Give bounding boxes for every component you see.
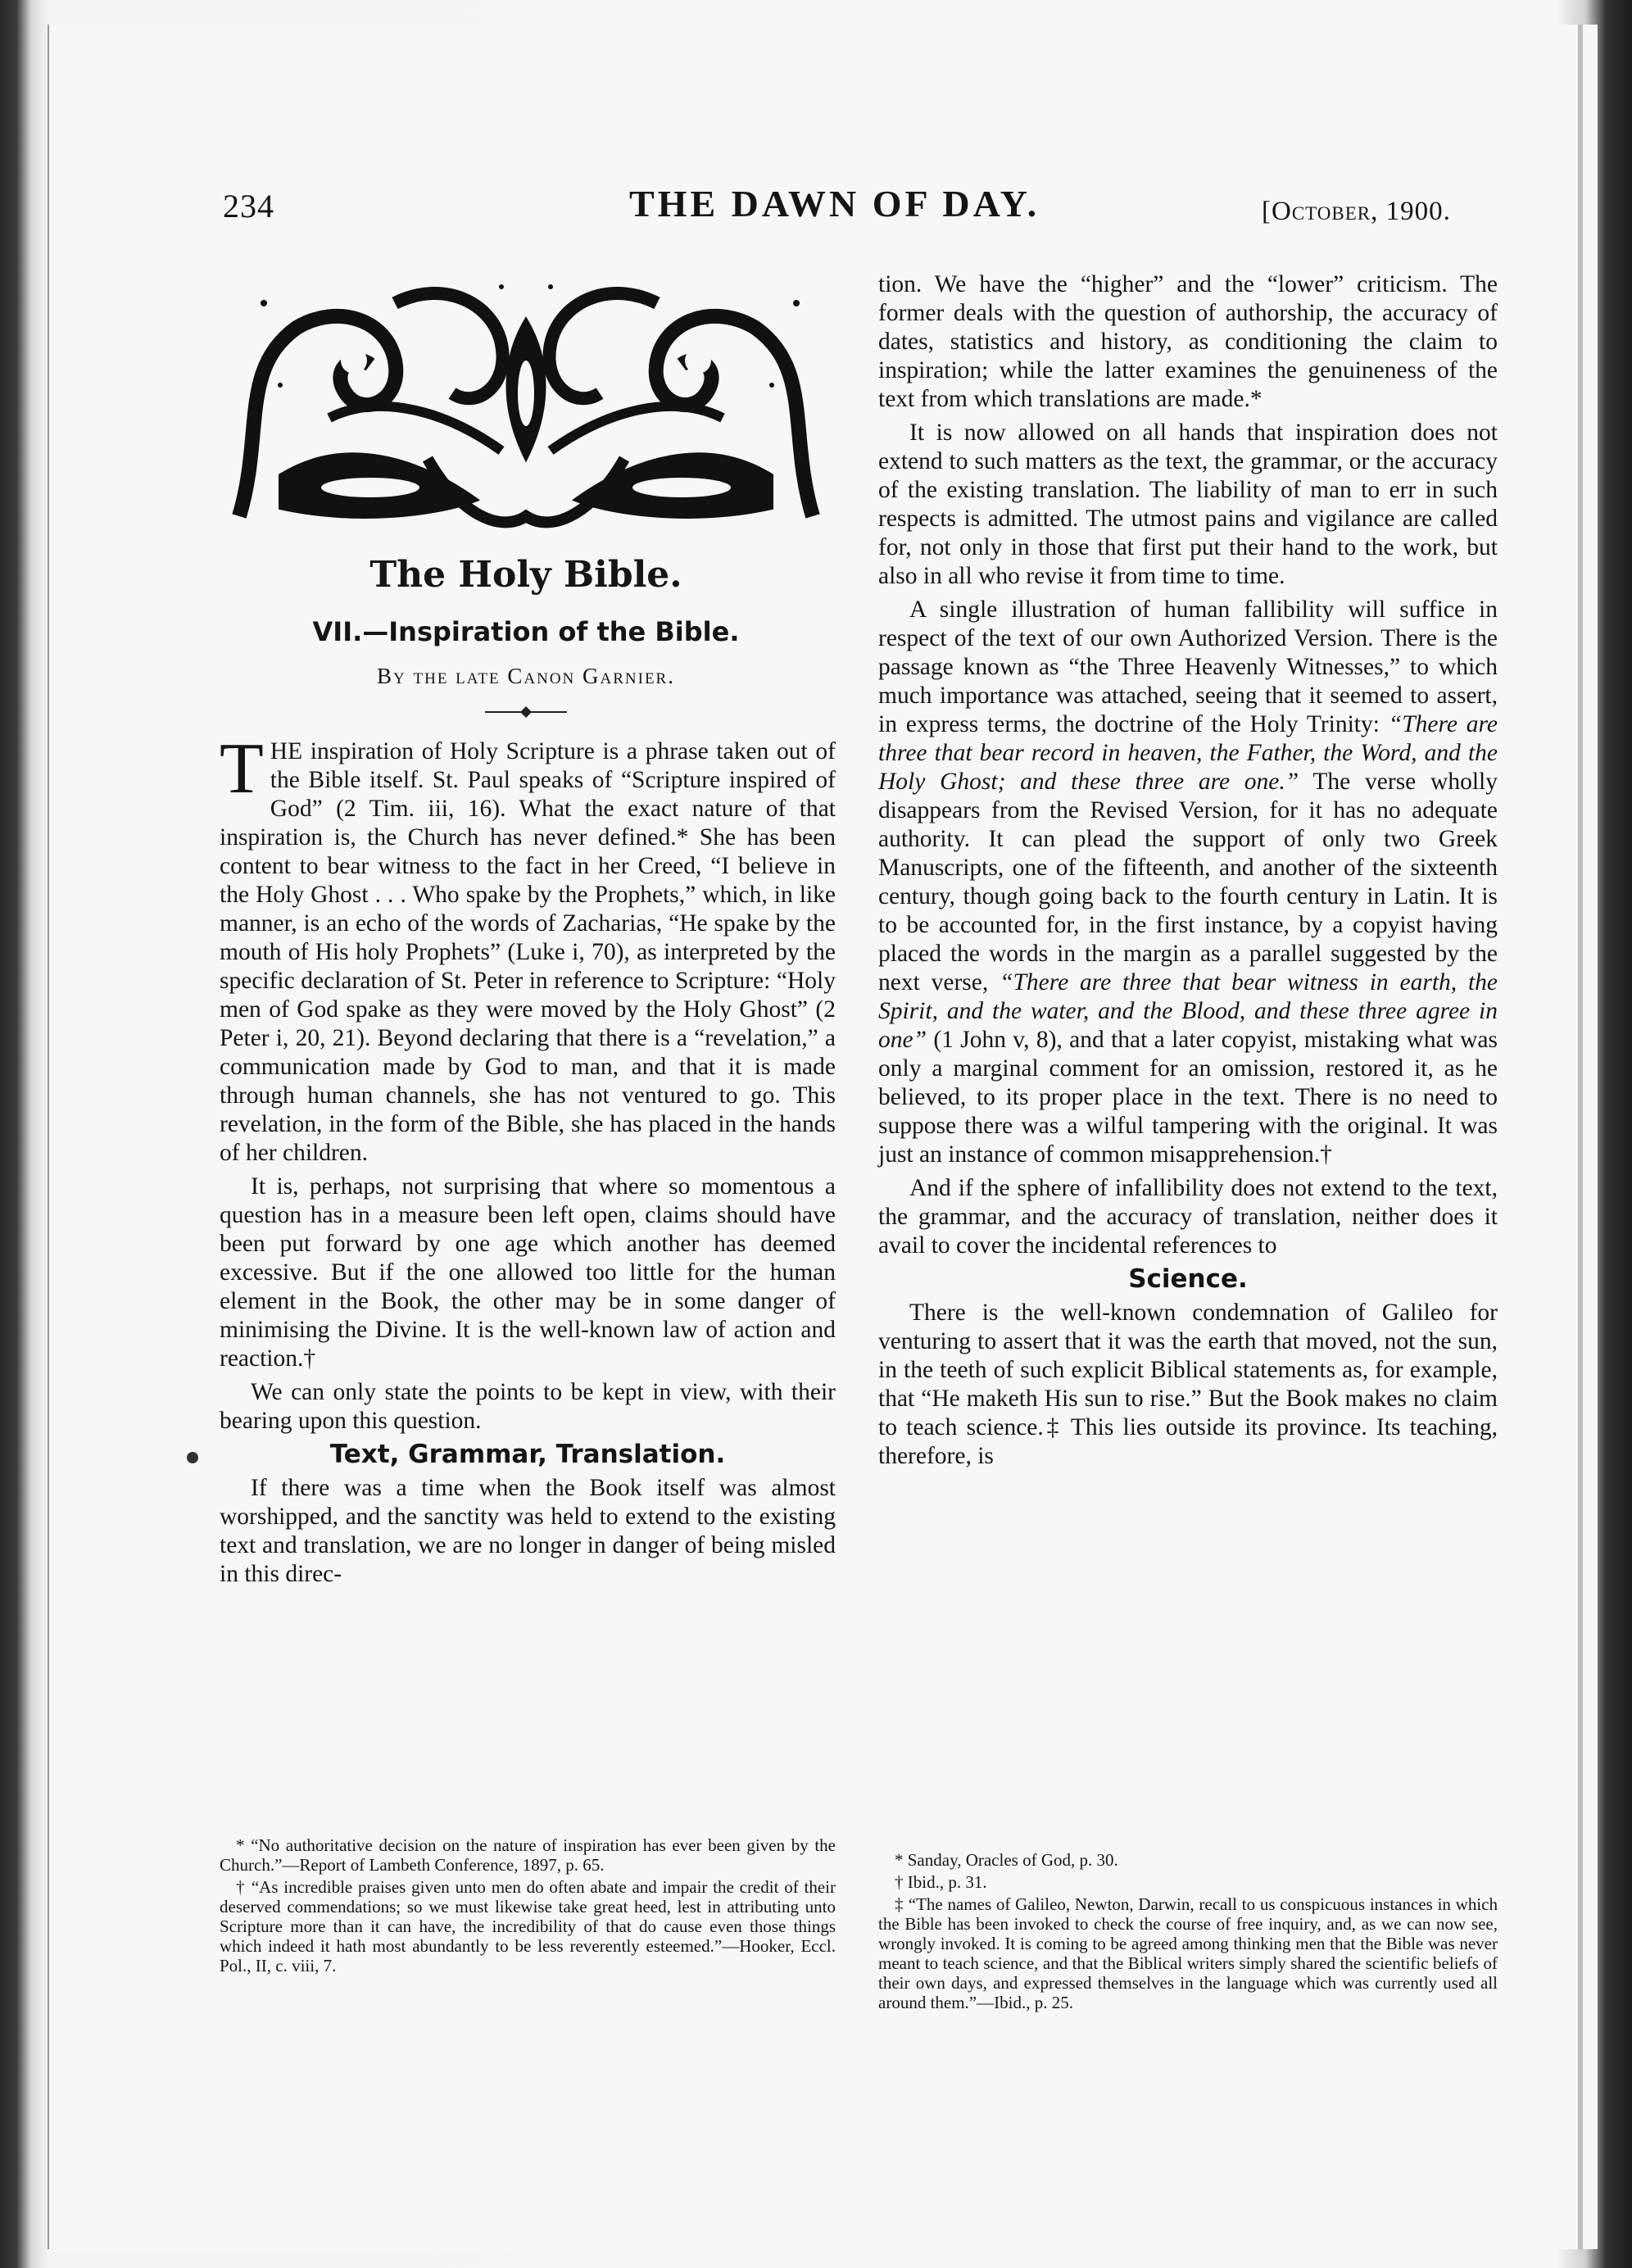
article-subtitle: VII.—Inspiration of the Bible. [312,616,740,647]
diamond-rule-icon [485,706,567,718]
paragraph-text: (1 John v, 8), and that a later copyist, mistaking what was only a marginal comment for an omission, restored it, as he believed, to its proper place in the text. There is no need to suppose there was a wilful tampering with the original. It was just an instance of common misapprehension.† [878,1027,1498,1168]
scripture-quote: “There are three that bear record in heaven, the Father, the Word, and the Holy Ghost; and these three are one.” [878,711,1498,795]
page-number: 234 [223,188,274,225]
paragraph: It is now allowed on all hands that inspiration does not extend to such matters as the text, the grammar, or the accuracy of the existing translation. The liability of man to err in such respects is admitted. The utmost pains and vigilance are called for, not only in those that first put their hand to the work, but also in all who revise it from time to time. [878,420,1498,589]
footnotes-right [878,1850,1498,2015]
right-column [878,270,1498,1471]
paragraph: There is the well-known condemnation of Galileo for venturing to assert that it was the earth that moved, not the sun, in the teeth of such explicit Biblical statements as, for example, that “He maketh His sun to rise.” But the Book makes no claim to teach science.‡ This lies outside its province. Its teaching, therefore, is [878,1300,1498,1469]
paragraph: We can only state the points to be kept in view, with their bearing upon this question. [220,1379,836,1434]
paragraph: tion. We have the “higher” and the “lower” criticism. The former deals with the question of authorship, the accuracy of dates, statistics and history, as conditioning the claim to inspiration; while the latter examines the genuineness of the text from which translations are made.* [878,271,1498,412]
paragraph: And if the sphere of infallibility does not extend to the text, the grammar, and the accuracy of translation, neither does it avail to cover the incidental references to [878,1175,1498,1259]
footnote: ‡ “The names of Galileo, Newton, Darwin, recall to us conspicuous instances in which the Bible has been invoked to check the course of free inquiry, and, as we can now see, wrongly invoked. It is coming to be agreed among thinking men that the Bible was never meant to teach science, and that the Biblical writers simply shared the scientific beliefs of their own days, and expressed themselves in the language which was currently used all around them.”—Ibid., p. 25. [878,1894,1498,2012]
paragraph-text: A single illustration of human fallibility will suffice in respect of the text of our own Authorized Version. There is the passage known as “the Three Heavenly Witnesses,” to which much importance was attached, seeing that it seemed to assert, in express terms, the doctrine of the Holy Trinity: [878,596,1498,737]
article-byline: By the late Canon Garnier. [377,664,675,688]
footnote: * “No authoritative decision on the nature of inspiration has ever been given by the Church.”—Report of Lambeth Conference, 1897, p. 65. [220,1835,836,1875]
issue-date: [October, 1900. [1262,197,1451,226]
footnote: * Sanday, Oracles of God, p. 30. [895,1850,1118,1870]
paragraph: If there was a time when the Book itself was almost worshipped, and the sanctity was held to extend to the existing text and translation, we are no longer in danger of being misled in this direc- [220,1475,836,1587]
footnote: † Ibid., p. 31. [895,1872,987,1892]
celtic-knot-headpiece-icon [231,270,821,541]
opening-paragraph [220,729,836,1168]
running-title: THE DAWN OF DAY. [629,183,1040,225]
paragraph-text: HE inspiration of Holy Scripture is a phrase taken out of the Bible itself. St. Paul speaks of “Scripture inspired of God” (2 Tim. iii, 16). What the exact nature of that inspiration is, the Church has never defined.* She has been content to bear witness to the fact in her Creed, “I believe in the Holy Ghost . . . Who spake by the Prophets,” which, in like manner, is an echo of the words of Zacharias, “He spake by the mouth of His holy Prophets” (Luke i, 70), as interpreted by the specific declaration of St. Peter in reference to Scripture: “Holy men of God spake as they were moved by the Holy Ghost” (2 Peter i, 20, 21). Beyond declaring that there is a “revelation,” a communication made by God to man, and that it is made through human channels, she has not ventured to go. This revelation, in the form of the Bible, she has placed in the hands of her children. [220,738,836,1166]
paragraph-text: The verse wholly disappears from the Revised Version, for it has no adequate authority. It can plead the support of only two Greek Manuscripts, one of the fifteenth, and another of the sixteenth century, though going back to the fourth century in Latin. It is to be accounted for, in the first instance, by a copyist having placed the words in the margin as a parallel suggested by the next verse, [878,769,1498,996]
article-title: The Holy Bible. [369,554,682,596]
scripture-quote: “There are three that bear witness in earth, the Spirit, and the water, and the Blood, and these three agree in one” [878,969,1498,1053]
page-edge-shadow [1578,25,1583,2249]
section-heading-text-grammar-translation: Text, Grammar, Translation. [329,1440,726,1469]
left-column [220,729,836,1589]
footnotes-left [220,1835,836,1978]
section-heading-science: Science. [1128,1264,1248,1294]
drop-cap: T [220,729,264,809]
paragraph: It is, perhaps, not surprising that where so momentous a question has in a measure been left open, claims should have been put forward by one age which another has deemed excessive. But if the one allowed too little for the human element in the Book, the other may be in some danger of minimising the Divine. It is the well-known law of action and reaction.† [220,1173,836,1372]
footnote: † “As incredible praises given unto men do often abate and impair the credit of their deserved commendations; so we must likewise take great heed, lest in attributing unto Scripture more than it can have, the incredibility of that do cause even those things which indeed it hath most abundantly to be less reverently esteemed.”—Hooker, Eccl. Pol., II, c. viii, 7. [220,1877,836,1975]
paragraph-three-witnesses [878,596,1498,1169]
ink-spot [187,1452,198,1463]
